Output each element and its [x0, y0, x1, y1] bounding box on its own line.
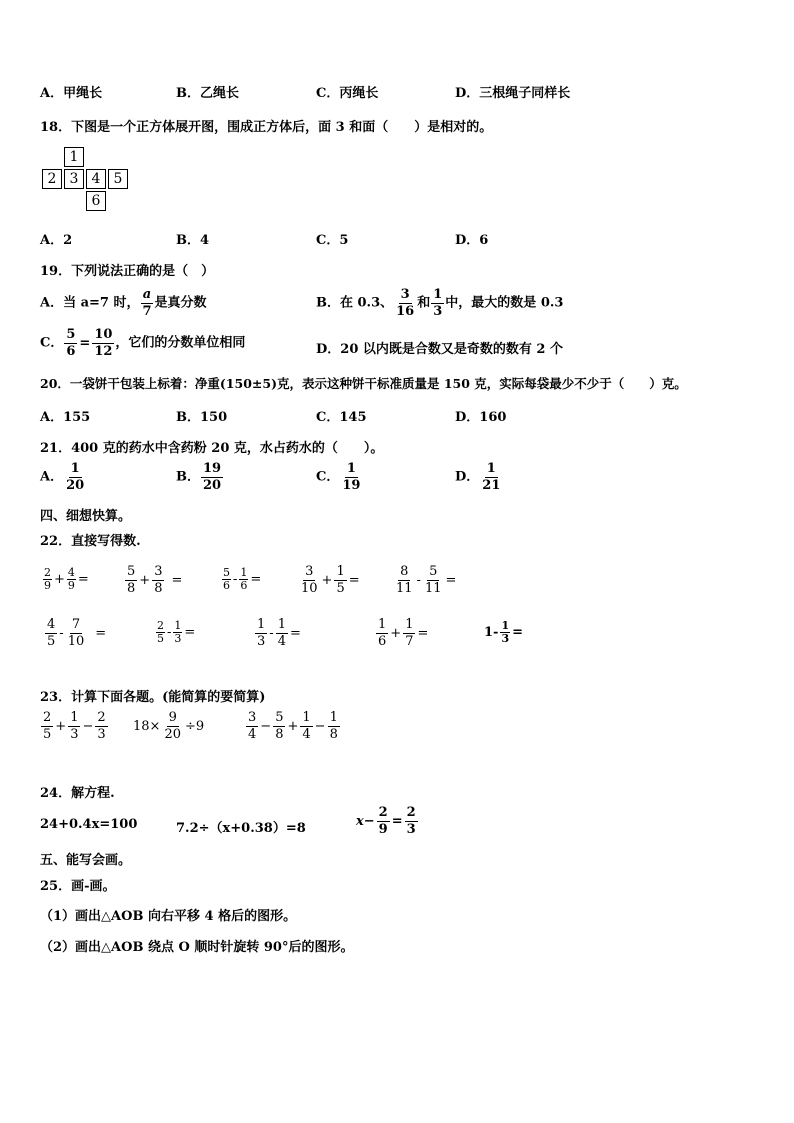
numerator: 1 [433, 287, 443, 302]
fraction [173, 620, 182, 644]
q19-c-suffix: ，它们的分数单位相同 [115, 335, 246, 351]
q19-option-c[interactable] [40, 328, 245, 358]
q23-stem: 23．计算下面各题。(能简算的要简算) [40, 690, 266, 705]
fraction [394, 565, 415, 595]
fraction [480, 462, 502, 492]
numerator: 1 [257, 617, 266, 632]
denominator: 6 [66, 343, 76, 359]
numerator: 8 [400, 564, 409, 579]
equals-sign: = [79, 335, 91, 351]
operator: = [348, 572, 360, 588]
fraction [239, 567, 248, 591]
numerator: 1 [70, 461, 80, 476]
q20-stem: 20．一袋饼干包装上标着：净重(150±5)克，表示这种饼干标准质量是 150 克，实际每袋最少不少于（ ）克。 [40, 376, 687, 391]
q23-expr-1 [40, 711, 109, 741]
q22-expr-4 [298, 565, 361, 595]
fraction [95, 711, 107, 741]
fraction [141, 288, 154, 318]
q20-option-c[interactable]: C．145 [316, 410, 367, 425]
q20-option-b[interactable]: B．150 [176, 410, 228, 425]
fraction [255, 618, 267, 648]
q21-option-a[interactable] [40, 462, 87, 492]
numerator: 5 [275, 710, 284, 725]
numerator: 19 [203, 461, 222, 476]
fraction [403, 618, 415, 648]
section-4-title: 四、细想快算。 [40, 509, 132, 524]
option-label: B． [176, 469, 200, 485]
numerator: 7 [71, 617, 81, 632]
net-face-1: 1 [64, 147, 84, 167]
denominator: 9 [378, 821, 388, 837]
numerator: 1 [277, 617, 286, 632]
q19-a-prefix: A．当 a=7 时， [40, 295, 140, 311]
q17-option-c[interactable]: C．丙绳长 [316, 86, 379, 101]
q24-equation-3 [355, 806, 419, 836]
fraction [125, 565, 137, 595]
fraction [273, 711, 285, 741]
denominator: 5 [336, 580, 345, 596]
q22-stem: 22．直接写得数. [40, 534, 141, 549]
fraction [64, 462, 86, 492]
operator: + [55, 718, 67, 734]
numerator: 2 [406, 805, 416, 820]
denominator: 3 [501, 631, 510, 645]
operator: = [250, 571, 262, 587]
fraction [394, 288, 416, 318]
q17-option-b[interactable]: B．乙绳长 [176, 86, 239, 101]
numerator: 4 [67, 566, 75, 579]
q18-option-c[interactable]: C．5 [316, 233, 349, 248]
numerator: 1 [501, 619, 510, 632]
fraction [431, 288, 444, 318]
q23-expr-3 [245, 711, 341, 741]
fraction [334, 565, 346, 595]
denominator: 11 [396, 580, 413, 596]
numerator: 2 [97, 710, 106, 725]
q18-option-b[interactable]: B．4 [176, 233, 210, 248]
fraction [92, 328, 114, 358]
operator: + [139, 572, 151, 588]
denominator: 5 [157, 631, 164, 645]
operator: 1- [484, 624, 499, 640]
denominator: 3 [257, 633, 266, 649]
fraction [64, 328, 77, 358]
operator: - [233, 571, 238, 587]
option-label: A． [40, 469, 64, 485]
numerator: 5 [66, 327, 76, 342]
fraction [66, 618, 87, 648]
denominator: 12 [94, 343, 113, 359]
q19-a-suffix: 是真分数 [154, 295, 207, 311]
denominator: 10 [67, 633, 85, 649]
fraction [246, 711, 258, 741]
q21-option-b[interactable] [176, 462, 224, 492]
numerator: 1 [240, 566, 248, 579]
operator: − [314, 718, 326, 734]
denominator: 20 [164, 726, 181, 742]
denominator: 19 [342, 477, 361, 493]
operator: − [82, 718, 94, 734]
q22-expr-2 [124, 565, 183, 595]
denominator: 20 [66, 477, 85, 493]
q18-stem: 18．下图是一个正方体展开图，围成正方体后，面 3 和面（ ）是相对的。 [40, 120, 493, 135]
q25-stem: 25．画-画。 [40, 879, 116, 894]
operator: = [184, 624, 196, 640]
q24-equation-1: 24+0.4x=100 [40, 817, 138, 832]
q21-stem: 21．400 克的药水中含药粉 20 克，水占药水的（ ）。 [40, 441, 384, 456]
denominator: 20 [203, 477, 222, 493]
q21-option-d[interactable] [455, 462, 503, 492]
denominator: 7 [142, 303, 152, 319]
denominator: 3 [406, 821, 416, 837]
operator: = [171, 572, 183, 588]
operator: - [59, 625, 64, 641]
fraction [328, 711, 340, 741]
denominator: 4 [302, 726, 311, 742]
numerator: 9 [168, 710, 177, 725]
fraction [152, 565, 164, 595]
fraction [222, 567, 231, 591]
operator: + [390, 625, 402, 641]
operator: + [287, 718, 299, 734]
q19-c-prefix: C． [40, 335, 64, 351]
q24-equation-2: 7.2÷（x+0.38）=8 [176, 821, 306, 836]
fraction [45, 618, 57, 648]
q22-expr-9 [375, 618, 429, 648]
q19-option-d[interactable]: D．20 以内既是合数又是奇数的数有 2 个 [316, 342, 563, 357]
fraction [405, 806, 418, 836]
q19-b-prefix: B．在 0.3、 [316, 295, 394, 311]
numerator: 1 [174, 619, 182, 632]
numerator: a [142, 287, 152, 302]
net-face-3: 3 [64, 169, 84, 189]
numerator: 1 [378, 617, 387, 632]
denominator: 8 [154, 580, 163, 596]
fraction [300, 711, 312, 741]
q22-expr-3 [221, 567, 262, 591]
operator: = [417, 625, 429, 641]
numerator: 1 [486, 461, 496, 476]
denominator: 6 [378, 633, 387, 649]
fraction [423, 565, 444, 595]
section-5-title: 五、能写会画。 [40, 853, 132, 868]
q20-option-d[interactable]: D．160 [455, 410, 507, 425]
q19-b-suffix: 中，最大的数是 0.3 [445, 295, 564, 311]
operator: x− [356, 813, 375, 829]
fraction [377, 806, 390, 836]
operator: 18× [133, 718, 161, 734]
denominator: 8 [127, 580, 136, 596]
denominator: 10 [301, 580, 318, 596]
denominator: 5 [47, 633, 56, 649]
q22-expr-10 [483, 620, 524, 644]
q22-expr-6 [44, 618, 107, 648]
numerator: 5 [223, 566, 230, 579]
q24-stem: 24．解方程. [40, 786, 115, 801]
numerator: 3 [305, 564, 314, 579]
numerator: 2 [378, 805, 388, 820]
fraction [340, 462, 362, 492]
denominator: 11 [424, 580, 442, 596]
q19-option-b[interactable] [316, 288, 563, 318]
operator: = [95, 625, 107, 641]
denominator: 9 [44, 578, 51, 592]
fraction [201, 462, 223, 492]
fraction [299, 565, 320, 595]
operator: + [321, 572, 333, 588]
denominator: 9 [67, 578, 75, 592]
option-label: D． [455, 469, 480, 485]
fraction [500, 620, 510, 644]
q21-option-c[interactable] [316, 462, 363, 492]
net-face-6: 6 [86, 191, 106, 211]
q19-b-mid: 和 [417, 295, 431, 311]
denominator: 5 [43, 726, 52, 742]
denominator: 6 [223, 578, 230, 592]
option-label: C． [316, 469, 340, 485]
numerator: 4 [47, 617, 56, 632]
numerator: 1 [346, 461, 356, 476]
q23-expr-2 [132, 711, 205, 741]
numerator: 10 [94, 327, 113, 342]
numerator: 2 [44, 566, 51, 579]
numerator: 5 [127, 564, 136, 579]
numerator: 3 [154, 564, 163, 579]
denominator: 21 [482, 477, 501, 493]
operator: = [391, 813, 403, 829]
fraction [376, 618, 388, 648]
numerator: 5 [429, 564, 438, 579]
net-face-2: 2 [42, 169, 62, 189]
operator: - [167, 624, 172, 640]
q17-option-a[interactable]: A．甲绳长 [40, 86, 103, 101]
denominator: 4 [277, 633, 286, 649]
denominator: 7 [405, 633, 414, 649]
numerator: 1 [405, 617, 414, 632]
numerator: 1 [329, 710, 338, 725]
denominator: 3 [97, 726, 106, 742]
operator: - [269, 625, 274, 641]
q22-expr-7 [155, 620, 196, 644]
operator: - [416, 572, 421, 588]
fraction [43, 567, 52, 591]
q22-expr-5 [393, 565, 457, 595]
denominator: 3 [70, 726, 79, 742]
q18-option-d[interactable]: D．6 [455, 233, 489, 248]
numerator: 2 [43, 710, 52, 725]
operator: ÷9 [184, 718, 205, 734]
denominator: 8 [275, 726, 284, 742]
operator: = [445, 572, 457, 588]
q18-option-a[interactable]: A．2 [40, 233, 73, 248]
denominator: 6 [240, 578, 248, 592]
cube-net-diagram [42, 147, 132, 213]
net-face-5: 5 [108, 169, 128, 189]
fraction [41, 711, 53, 741]
denominator: 8 [329, 726, 338, 742]
q19-option-a[interactable] [40, 288, 207, 318]
numerator: 1 [302, 710, 311, 725]
operator: − [260, 718, 272, 734]
denominator: 3 [174, 631, 182, 645]
numerator: 3 [400, 287, 410, 302]
fraction [68, 711, 80, 741]
q22-expr-1 [42, 567, 90, 591]
denominator: 3 [433, 303, 443, 319]
fraction [162, 711, 183, 741]
fraction [67, 567, 76, 591]
numerator: 2 [157, 619, 164, 632]
q19-stem: 19．下列说法正确的是（ ） [40, 264, 215, 279]
numerator: 1 [70, 710, 79, 725]
operator: = [289, 625, 301, 641]
numerator: 1 [336, 564, 345, 579]
denominator: 16 [396, 303, 415, 319]
denominator: 4 [248, 726, 257, 742]
fraction [276, 618, 288, 648]
q25-part-2: （2）画出△AOB 绕点 O 顺时针旋转 90°后的图形。 [40, 940, 354, 955]
numerator [141, 288, 153, 304]
operator: = [512, 624, 524, 640]
q25-part-1: （1）画出△AOB 向右平移 4 格后的图形。 [40, 909, 297, 924]
operator: = [77, 571, 89, 587]
operator: + [54, 571, 65, 587]
q17-option-d[interactable]: D．三根绳子同样长 [455, 86, 571, 101]
fraction [156, 620, 165, 644]
q20-option-a[interactable]: A．155 [40, 410, 91, 425]
numerator: 3 [248, 710, 257, 725]
q22-expr-8 [254, 618, 302, 648]
net-face-4: 4 [86, 169, 106, 189]
